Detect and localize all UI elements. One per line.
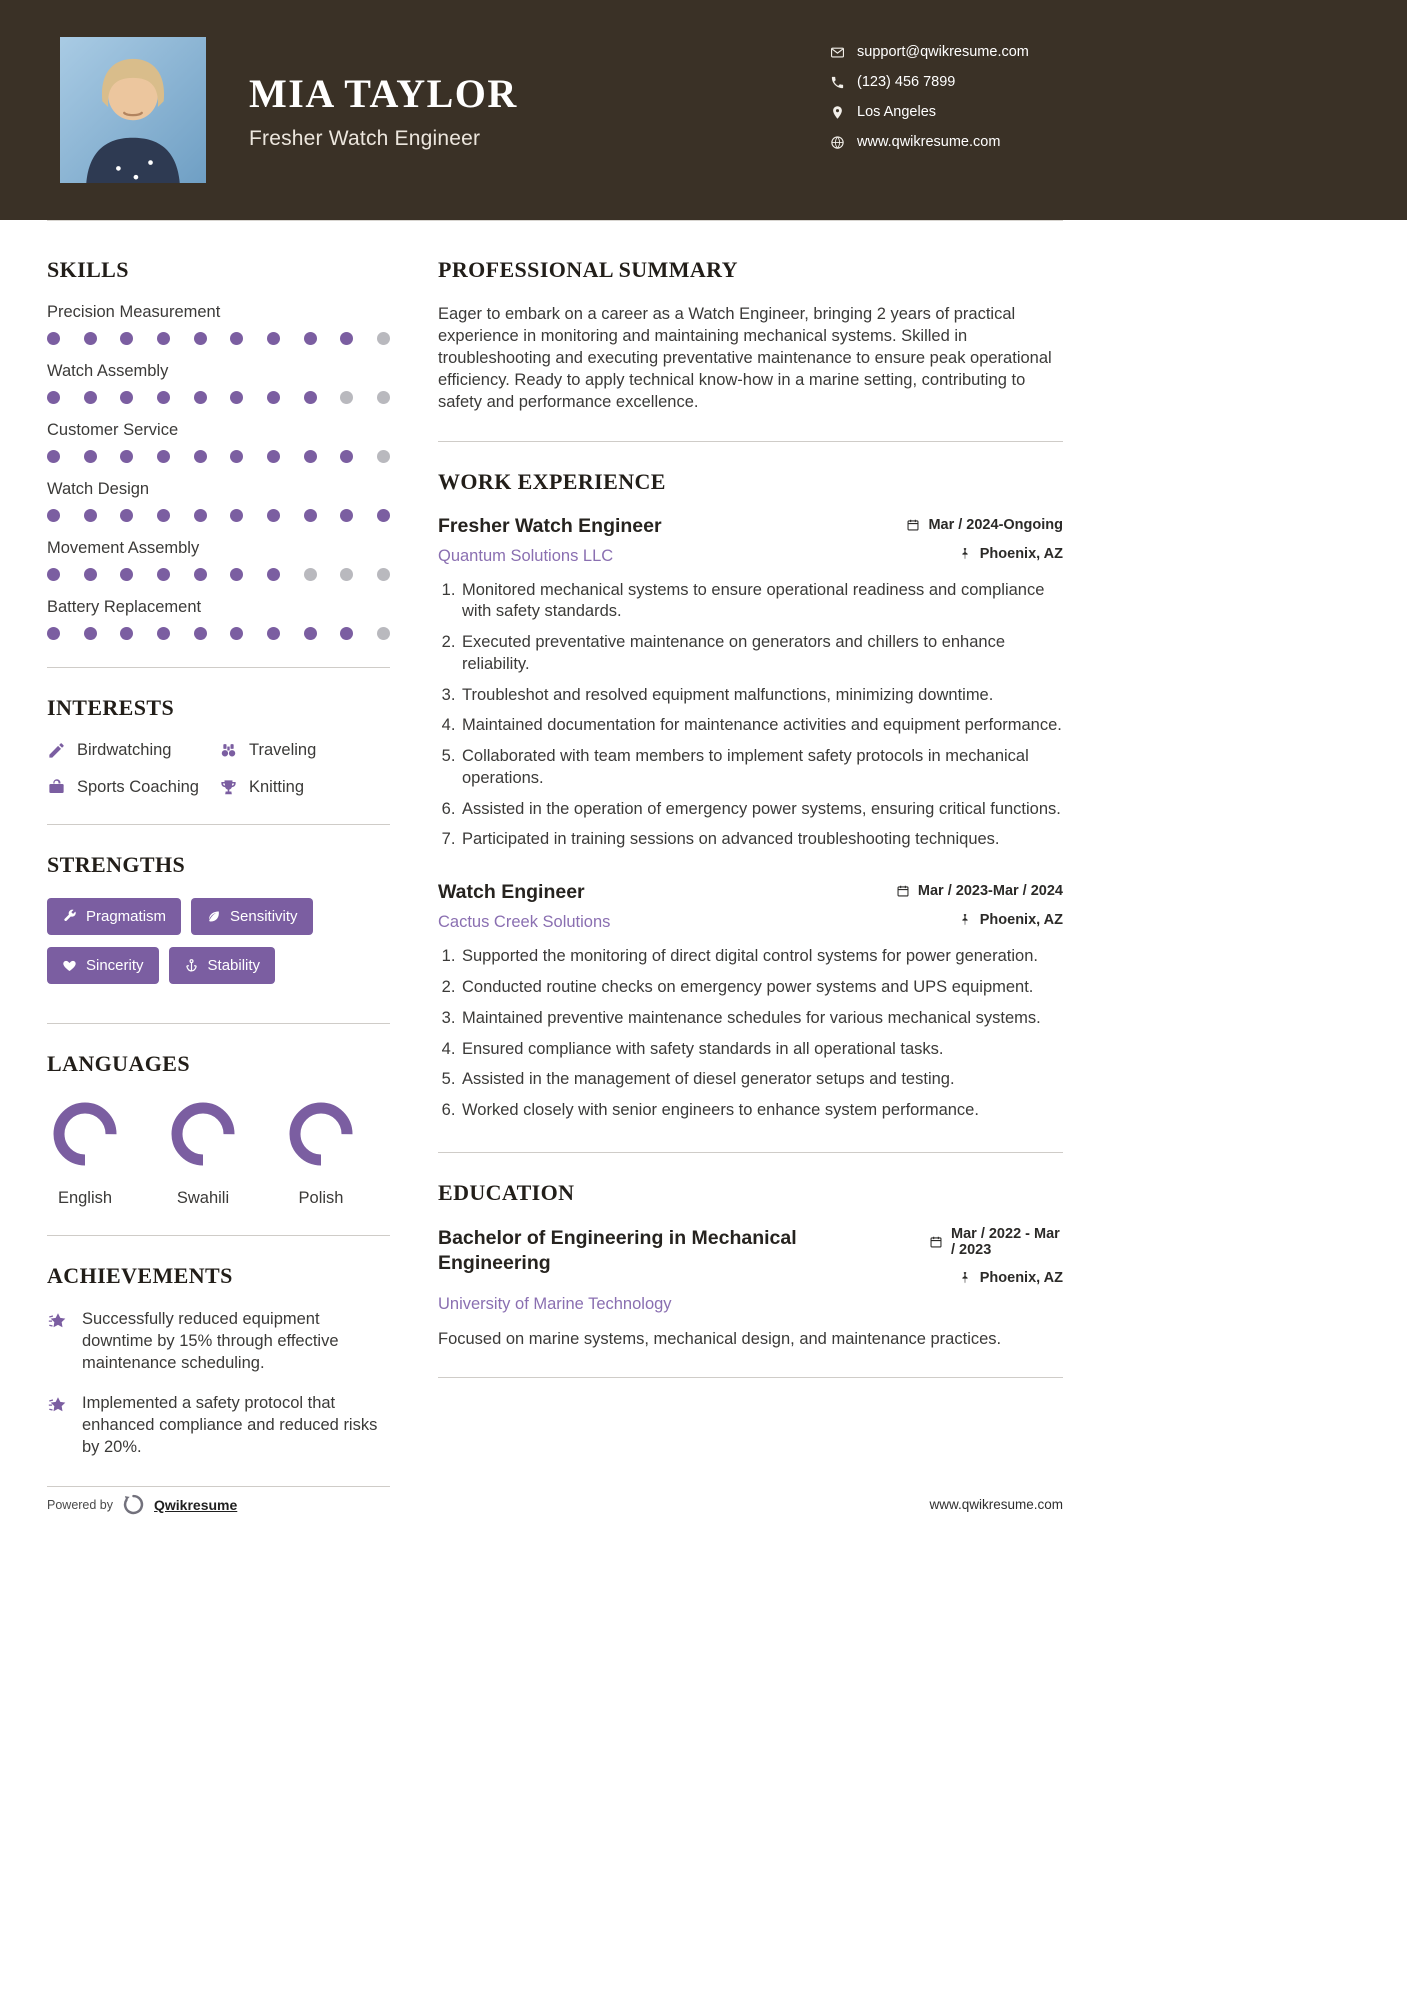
language-item bbox=[283, 1097, 359, 1208]
powered-by bbox=[47, 1493, 237, 1516]
rating-dot bbox=[157, 509, 170, 522]
language-donut bbox=[284, 1097, 358, 1176]
skill-item bbox=[47, 539, 390, 581]
wrench-icon bbox=[62, 909, 77, 924]
job-bullets bbox=[438, 946, 1063, 1122]
rating-dot bbox=[304, 332, 317, 345]
rating-dot bbox=[267, 627, 280, 640]
divider bbox=[47, 1023, 390, 1024]
rating-dot bbox=[157, 391, 170, 404]
rating-dot bbox=[340, 627, 353, 640]
job-bullet: 4. Maintained documentation for maintenance activities and equipment performance. bbox=[460, 715, 1063, 737]
rating-dot bbox=[267, 450, 280, 463]
rating-dot bbox=[84, 391, 97, 404]
rating-dot bbox=[304, 391, 317, 404]
skills-section bbox=[47, 257, 390, 640]
left-column bbox=[47, 257, 390, 1514]
experience-heading: WORK EXPERIENCE bbox=[438, 468, 666, 494]
divider bbox=[47, 824, 390, 825]
header bbox=[0, 0, 1407, 220]
contact-item bbox=[830, 134, 1029, 150]
summary-text: Eager to embark on a career as a Watch Engineer, bringing 2 years of practical experience in monitoring and maintaining mechanical systems. Skilled in troubleshooting and executing preventative maintenance to ensure peak operational efficiency. Ready to apply technical know-how in a marine setting, contributing to safety and performance excellence. bbox=[438, 305, 1052, 412]
interest-label: Birdwatching bbox=[77, 741, 172, 759]
job-bullet: 1. Monitored mechanical systems to ensure operational readiness and compliance with safety standards. bbox=[460, 580, 1063, 624]
email-icon bbox=[830, 45, 845, 60]
pin-icon bbox=[958, 1271, 972, 1285]
rating-dot bbox=[377, 627, 390, 640]
skill-item bbox=[47, 362, 390, 404]
skill-rating bbox=[47, 450, 390, 463]
strengths-list bbox=[47, 898, 390, 996]
education-heading: EDUCATION bbox=[438, 1179, 575, 1205]
achievements-list bbox=[47, 1309, 390, 1459]
job-title: Watch Engineer bbox=[438, 881, 585, 904]
interest-label: Sports Coaching bbox=[77, 778, 199, 796]
rating-dot bbox=[47, 509, 60, 522]
job-subheader bbox=[438, 546, 1063, 566]
rating-dot bbox=[157, 568, 170, 581]
rating-dot bbox=[47, 627, 60, 640]
interest-item bbox=[47, 778, 219, 797]
rating-dot bbox=[157, 627, 170, 640]
rating-dot bbox=[157, 450, 170, 463]
divider bbox=[47, 1486, 390, 1487]
contact-item bbox=[830, 104, 1029, 120]
skill-name: Battery Replacement bbox=[47, 598, 202, 616]
education-description: Focused on marine systems, mechanical design, and maintenance practices. bbox=[438, 1329, 1002, 1348]
job-bullet: 6. Worked closely with senior engineers to enhance system performance. bbox=[460, 1100, 1063, 1122]
rating-dot bbox=[377, 509, 390, 522]
achievement-item bbox=[47, 1393, 390, 1458]
skill-item bbox=[47, 598, 390, 640]
rating-dot bbox=[84, 332, 97, 345]
rating-dot bbox=[230, 627, 243, 640]
strengths-heading: STRENGTHS bbox=[47, 852, 186, 877]
job-location-text: Phoenix, AZ bbox=[979, 912, 1063, 929]
language-item bbox=[165, 1097, 241, 1208]
language-label: English bbox=[57, 1189, 113, 1207]
rating-dot bbox=[230, 450, 243, 463]
languages-heading: LANGUAGES bbox=[47, 1051, 190, 1076]
rating-dot bbox=[194, 391, 207, 404]
job-bullet: 5. Collaborated with team members to implement safety protocols in mechanical operations. bbox=[460, 746, 1063, 790]
job-location-text: Phoenix, AZ bbox=[979, 545, 1063, 562]
rating-dot bbox=[304, 450, 317, 463]
rating-dot bbox=[157, 332, 170, 345]
summary-heading: PROFESSIONAL SUMMARY bbox=[438, 257, 738, 282]
job-location bbox=[958, 912, 1063, 928]
rating-dot bbox=[340, 509, 353, 522]
achievement-text: Implemented a safety protocol that enhanced compliance and reduced risks by 20%. bbox=[82, 1394, 378, 1456]
skill-rating bbox=[47, 391, 390, 404]
rating-dot bbox=[377, 450, 390, 463]
rating-dot bbox=[47, 332, 60, 345]
job-bullet: 5. Assisted in the management of diesel generator setups and testing. bbox=[460, 1069, 1063, 1091]
interests-heading: INTERESTS bbox=[47, 695, 175, 720]
job-bullet: 2. Conducted routine checks on emergency power systems and UPS equipment. bbox=[460, 977, 1063, 999]
job-dates-text: Mar / 2024-Ongoing bbox=[928, 516, 1063, 533]
interest-label: Knitting bbox=[249, 778, 305, 796]
languages-list bbox=[47, 1097, 390, 1208]
skill-rating bbox=[47, 568, 390, 581]
rating-dot bbox=[267, 332, 280, 345]
rating-dot bbox=[340, 332, 353, 345]
interests-section bbox=[47, 695, 390, 797]
job-header bbox=[438, 881, 1063, 904]
rating-dot bbox=[340, 391, 353, 404]
binoculars-icon bbox=[219, 741, 238, 760]
job-bullet: 6. Assisted in the operation of emergency power systems, ensuring critical functions. bbox=[460, 799, 1063, 821]
rating-dot bbox=[267, 391, 280, 404]
rating-dot bbox=[340, 450, 353, 463]
education-dates bbox=[929, 1226, 1063, 1258]
rating-dot bbox=[377, 391, 390, 404]
job-title: Fresher Watch Engineer bbox=[249, 126, 481, 150]
rating-dot bbox=[267, 509, 280, 522]
award-icon bbox=[47, 1311, 69, 1333]
experience-section bbox=[438, 469, 1063, 1122]
rating-dot bbox=[84, 509, 97, 522]
job-bullet: 4. Ensured compliance with safety standards in all operational tasks. bbox=[460, 1039, 1063, 1061]
job-entry bbox=[438, 881, 1063, 1122]
interest-item bbox=[47, 741, 219, 760]
rating-dot bbox=[230, 391, 243, 404]
contact-text: Los Angeles bbox=[857, 104, 937, 120]
footer bbox=[47, 1493, 1063, 1516]
divider bbox=[47, 1235, 390, 1236]
rating-dot bbox=[120, 391, 133, 404]
job-bullet: 2. Executed preventative maintenance on generators and chillers to enhance reliability. bbox=[460, 632, 1063, 676]
job-bullets bbox=[438, 580, 1063, 852]
rating-dot bbox=[230, 568, 243, 581]
rating-dot bbox=[120, 332, 133, 345]
strength-tag bbox=[47, 898, 181, 935]
divider bbox=[438, 1377, 1063, 1378]
skill-item bbox=[47, 480, 390, 522]
education-dates-text: Mar / 2022 - Mar / 2023 bbox=[951, 1225, 1060, 1258]
job-header bbox=[438, 515, 1063, 538]
strength-tag bbox=[47, 947, 159, 984]
achievement-item bbox=[47, 1309, 390, 1374]
pin-icon bbox=[958, 547, 972, 561]
rating-dot bbox=[47, 568, 60, 581]
languages-section bbox=[47, 1051, 390, 1208]
language-donut bbox=[48, 1097, 122, 1176]
contact-text: www.qwikresume.com bbox=[857, 134, 1001, 150]
rating-dot bbox=[84, 450, 97, 463]
rating-dot bbox=[304, 509, 317, 522]
rating-dot bbox=[194, 568, 207, 581]
skills-list bbox=[47, 303, 390, 640]
education-location bbox=[958, 1270, 1063, 1286]
language-label: Polish bbox=[298, 1189, 344, 1207]
achievements-section bbox=[47, 1263, 390, 1459]
contact-text: support@qwikresume.com bbox=[857, 44, 1029, 60]
rating-dot bbox=[304, 568, 317, 581]
skill-name: Watch Design bbox=[47, 480, 150, 498]
company-name: Quantum Solutions LLC bbox=[438, 546, 614, 565]
language-label: Swahili bbox=[176, 1189, 230, 1207]
skill-name: Watch Assembly bbox=[47, 362, 169, 380]
rating-dot bbox=[120, 568, 133, 581]
skill-item bbox=[47, 421, 390, 463]
award-icon bbox=[47, 1395, 69, 1417]
job-entry bbox=[438, 515, 1063, 852]
skill-name: Precision Measurement bbox=[47, 303, 221, 321]
rating-dot bbox=[377, 332, 390, 345]
rating-dot bbox=[267, 568, 280, 581]
rating-dot bbox=[47, 391, 60, 404]
pin-icon bbox=[958, 913, 972, 927]
strength-tag bbox=[169, 947, 276, 984]
briefcase-icon bbox=[47, 778, 66, 797]
anchor-icon bbox=[184, 958, 199, 973]
rating-dot bbox=[194, 627, 207, 640]
name: MIA TAYLOR bbox=[249, 70, 518, 116]
pen-icon bbox=[47, 741, 66, 760]
calendar-icon bbox=[929, 1235, 943, 1249]
interest-item bbox=[219, 741, 390, 760]
content bbox=[47, 220, 1063, 1514]
education-header bbox=[438, 1226, 1063, 1286]
footer-website: www.qwikresume.com bbox=[929, 1497, 1063, 1512]
rating-dot bbox=[230, 509, 243, 522]
strength-label: Pragmatism bbox=[86, 908, 167, 925]
skill-item bbox=[47, 303, 390, 345]
rating-dot bbox=[230, 332, 243, 345]
education-location-text: Phoenix, AZ bbox=[979, 1269, 1063, 1286]
skill-name: Customer Service bbox=[47, 421, 179, 439]
location-icon bbox=[830, 105, 845, 120]
calendar-icon bbox=[896, 884, 910, 898]
skill-rating bbox=[47, 627, 390, 640]
strength-label: Sensitivity bbox=[230, 908, 298, 925]
achievement-text: Successfully reduced equipment downtime by 15% through effective maintenance scheduling. bbox=[82, 1310, 339, 1372]
globe-icon bbox=[830, 135, 845, 150]
interests-list bbox=[47, 741, 390, 797]
education-meta bbox=[929, 1226, 1063, 1286]
rating-dot bbox=[120, 450, 133, 463]
interest-label: Traveling bbox=[249, 741, 317, 759]
leaf-icon bbox=[206, 909, 221, 924]
skill-rating bbox=[47, 332, 390, 345]
jobs-list bbox=[438, 515, 1063, 1122]
rating-dot bbox=[84, 627, 97, 640]
interest-item bbox=[219, 778, 390, 797]
strength-tag bbox=[191, 898, 313, 935]
skill-rating bbox=[47, 509, 390, 522]
job-dates-text: Mar / 2023-Mar / 2024 bbox=[917, 883, 1063, 900]
job-subheader bbox=[438, 912, 1063, 932]
rating-dot bbox=[340, 568, 353, 581]
profile-photo bbox=[60, 37, 206, 183]
rating-dot bbox=[84, 568, 97, 581]
job-bullet: 7. Participated in training sessions on advanced troubleshooting techniques. bbox=[460, 829, 1063, 851]
divider bbox=[438, 1152, 1063, 1153]
rating-dot bbox=[47, 450, 60, 463]
job-dates bbox=[906, 517, 1063, 533]
contact-item bbox=[830, 44, 1029, 60]
rating-dot bbox=[120, 509, 133, 522]
rating-dot bbox=[120, 627, 133, 640]
job-bullet: 3. Troubleshot and resolved equipment malfunctions, minimizing downtime. bbox=[460, 685, 1063, 707]
rating-dot bbox=[304, 627, 317, 640]
rating-dot bbox=[377, 568, 390, 581]
name-block bbox=[249, 70, 518, 151]
contact-list bbox=[830, 44, 1029, 164]
job-bullet: 1. Supported the monitoring of direct digital control systems for power generation. bbox=[460, 946, 1063, 968]
summary-section bbox=[438, 257, 1063, 414]
qwikresume-brand-link[interactable]: Qwikresume bbox=[154, 1496, 238, 1513]
heart-icon bbox=[62, 958, 77, 973]
job-dates bbox=[896, 883, 1063, 899]
profile-photo-image bbox=[60, 37, 206, 183]
contact-item bbox=[830, 74, 1029, 90]
contact-text: (123) 456 7899 bbox=[857, 74, 956, 90]
rating-dot bbox=[194, 332, 207, 345]
skills-heading: SKILLS bbox=[47, 257, 129, 282]
achievements-heading: ACHIEVEMENTS bbox=[47, 1263, 233, 1288]
powered-by-label: Powered by bbox=[47, 1497, 114, 1512]
rating-dot bbox=[194, 509, 207, 522]
strength-label: Stability bbox=[207, 957, 261, 974]
divider bbox=[438, 441, 1063, 442]
strength-label: Sincerity bbox=[86, 957, 144, 974]
company-name: Cactus Creek Solutions bbox=[438, 913, 611, 932]
trophy-icon bbox=[219, 778, 238, 797]
calendar-icon bbox=[906, 518, 920, 532]
job-bullet: 3. Maintained preventive maintenance schedules for various mechanical systems. bbox=[460, 1008, 1063, 1030]
language-item bbox=[47, 1097, 123, 1208]
qwikresume-logo-icon bbox=[122, 1493, 145, 1516]
right-column bbox=[438, 257, 1063, 1514]
skill-name: Movement Assembly bbox=[47, 539, 200, 557]
school-name: University of Marine Technology bbox=[438, 1294, 672, 1313]
job-location bbox=[958, 546, 1063, 562]
strengths-section bbox=[47, 852, 390, 996]
rating-dot bbox=[194, 450, 207, 463]
divider bbox=[47, 667, 390, 668]
job-title: Fresher Watch Engineer bbox=[438, 514, 662, 537]
education-section bbox=[438, 1180, 1063, 1350]
language-donut bbox=[166, 1097, 240, 1176]
degree-title: Bachelor of Engineering in Mechanical Engineering bbox=[438, 1226, 797, 1275]
phone-icon bbox=[830, 75, 845, 90]
